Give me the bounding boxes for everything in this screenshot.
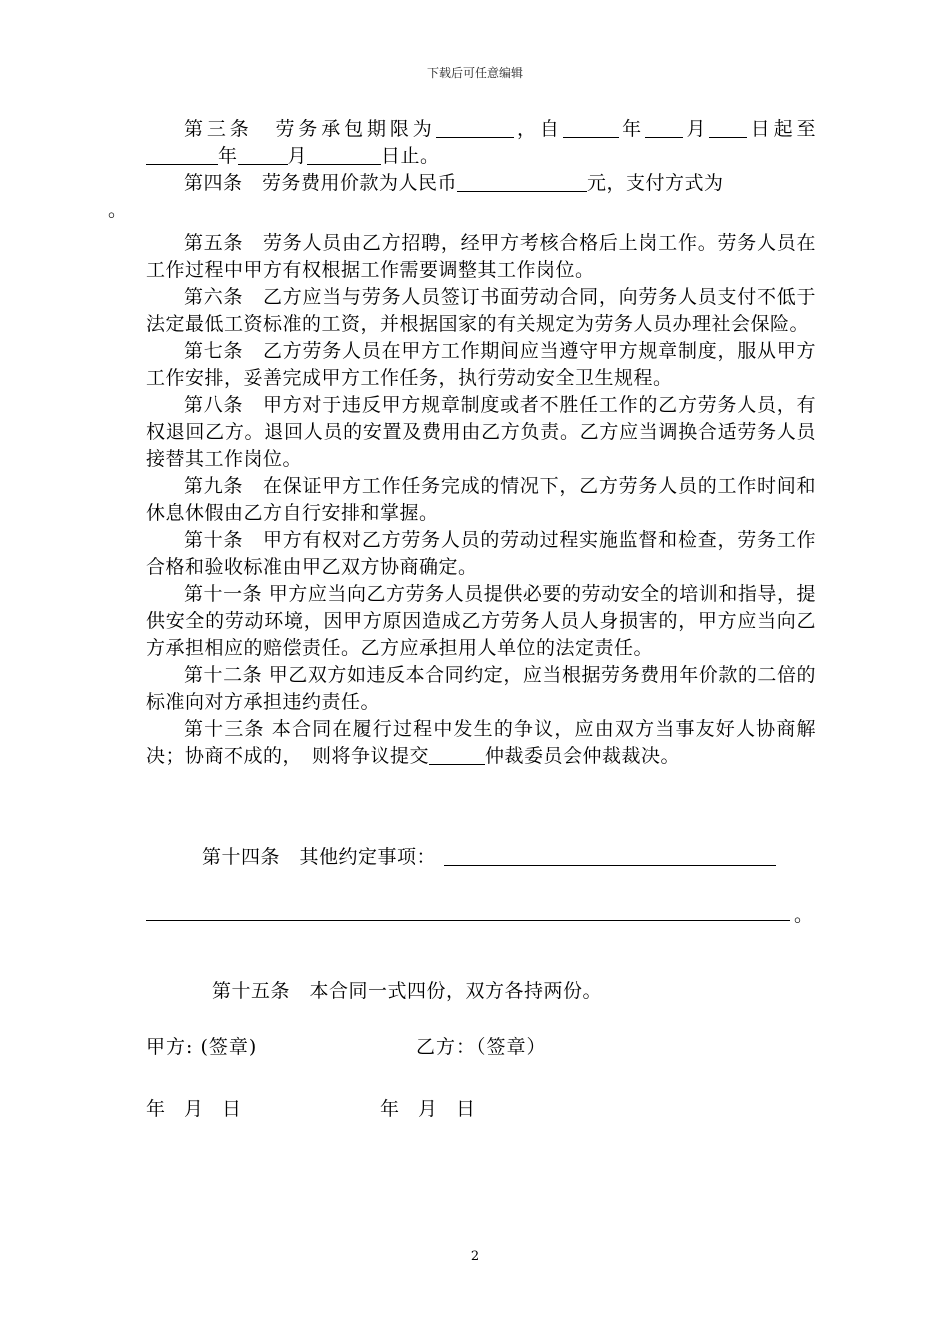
article-8: 第八条 甲方对于违反甲方规章制度或者不胜任工作的乙方劳务人员，有权退回乙方。退回人员的安置及费用由乙方负责。乙方应当调换合适劳务人员接替其工作岗位。 — [146, 394, 816, 470]
article-9: 第九条 在保证甲方工作任务完成的情况下，乙方劳务人员的工作时间和休息休假由乙方自行安排和掌握。 — [146, 475, 816, 524]
party-b-signature: 乙方：（签章） — [416, 1036, 547, 1058]
price-blank[interactable] — [457, 172, 587, 192]
arbitration-blank[interactable] — [429, 745, 485, 765]
article-3: 第三条 劳务承包期限为 ，自 年 月 日起至年 月 日止。 — [146, 116, 816, 170]
article-14: 第十四条 其他约定事项： — [146, 844, 816, 871]
article-5: 第五条 劳务人员由乙方招聘，经甲方考核合格后上岗工作。劳务人员在工作过程中甲方有权根据工作需要调整其工作岗位。 — [146, 232, 816, 281]
article-14-continuation: 。 — [146, 900, 816, 930]
term-blank[interactable] — [436, 118, 514, 138]
article-11: 第十一条 甲方应当向乙方劳务人员提供必要的劳动安全的培训和指导，提供安全的劳动环境，因甲方原因造成乙方劳务人员人身损害的，甲方应当向乙方承担相应的赔偿责任。乙方应承担用人单位的法定责任。 — [146, 583, 816, 659]
party-a-signature: 甲方: (签章) — [146, 1036, 258, 1058]
other-terms-line[interactable] — [146, 920, 790, 921]
end-month-blank[interactable] — [238, 145, 288, 165]
page-number: 2 — [470, 1249, 480, 1264]
party-a-date: 年 月 日 — [146, 1098, 242, 1120]
start-day-blank[interactable] — [709, 118, 747, 138]
article-13: 第十三条 本合同在履行过程中发生的争议，应由双方当事友好人协商解决；协商不成的， 则将争议提交 仲裁委员会仲裁裁决。 — [146, 718, 816, 767]
article-15: 第十五条 本合同一式四份，双方各持两份。 — [212, 980, 603, 1002]
start-year-blank[interactable] — [563, 118, 619, 138]
article-4: 第四条 劳务费用价款为人民币 元，支付方式为 。 — [108, 172, 724, 221]
start-month-blank[interactable] — [645, 118, 683, 138]
contract-body — [108, 116, 816, 770]
article-10: 第十条 甲方有权对乙方劳务人员的劳动过程实施监督和检查，劳务工作合格和验收标准由甲乙双方协商确定。 — [146, 529, 816, 578]
page-header: 下载后可任意编辑 — [426, 66, 523, 80]
end-year-blank[interactable] — [146, 145, 218, 165]
end-day-blank[interactable] — [307, 145, 381, 165]
article-12: 第十二条 甲乙双方如违反本合同约定，应当根据劳务费用年价款的二倍的标准向对方承担违约责任。 — [146, 664, 816, 713]
article-7: 第七条 乙方劳务人员在甲方工作期间应当遵守甲方规章制度，服从甲方工作安排，妥善完成甲方工作任务，执行劳动安全卫生规程。 — [146, 340, 816, 389]
article-6: 第六条 乙方应当与劳务人员签订书面劳动合同，向劳务人员支付不低于法定最低工资标准的工资，并根据国家的有关规定为劳务人员办理社会保险。 — [146, 286, 816, 335]
party-b-date: 年 月 日 — [380, 1098, 476, 1120]
other-terms-blank[interactable] — [444, 846, 776, 866]
